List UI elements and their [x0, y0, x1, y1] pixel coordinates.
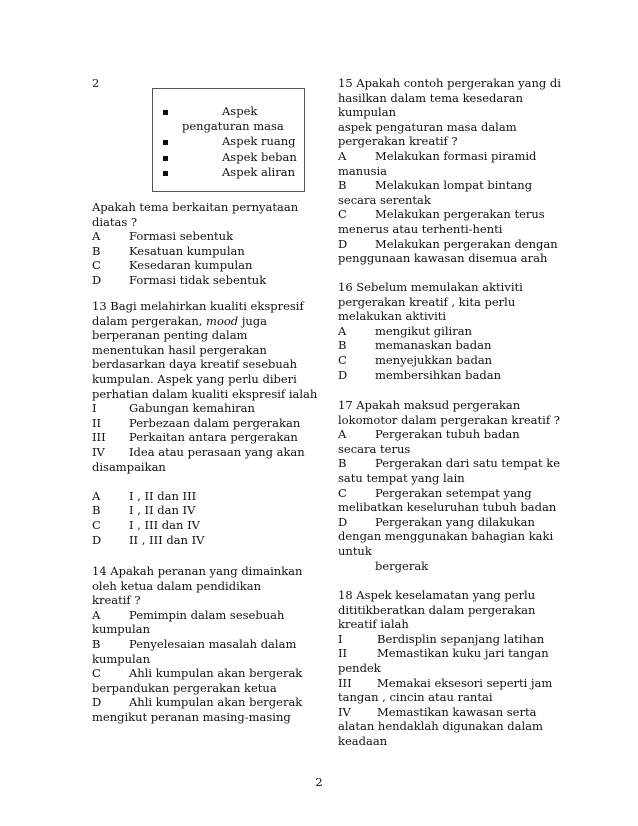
- question-text: dititikberatkan dalam pergerakan: [338, 602, 536, 617]
- option-continuation: untuk: [338, 543, 372, 558]
- question-15: [338, 76, 561, 266]
- question-text: Apakah tema berkaitan pernyataan: [92, 200, 299, 214]
- question-text: kreatif ?: [92, 593, 141, 608]
- option-a: A Pemimpin dalam sesebuah: [92, 607, 285, 622]
- option-continuation: mengikut peranan masing-masing: [92, 709, 291, 724]
- question-text: 18 Aspek keselamatan yang perlu: [338, 588, 536, 602]
- question-text: 13 Bagi melahirkan kualiti ekspresif: [92, 299, 304, 313]
- option-a: A Formasi sebentuk: [92, 229, 234, 244]
- aspect-item: pengaturan masa: [182, 119, 284, 133]
- question-text: oleh ketua dalam pendidikan: [92, 578, 261, 593]
- aspect-box: [152, 88, 305, 192]
- question-text: 16 Sebelum memulakan aktiviti: [338, 280, 523, 294]
- option-continuation: menerus atau terhenti-henti: [338, 221, 503, 236]
- question-16: [338, 280, 550, 382]
- question-text: aspek pengaturan masa dalam: [338, 119, 517, 134]
- question-18: [338, 588, 553, 749]
- option-a: A mengikut giliran: [338, 323, 472, 338]
- statement-i: I Gabungan kemahiran: [92, 401, 255, 416]
- question-text: berperanan penting dalam: [92, 328, 248, 343]
- page-number: 2: [315, 775, 323, 789]
- bullet-icon: [163, 156, 168, 161]
- question-text: hasilkan dalam tema kesedaran: [338, 90, 524, 105]
- option-continuation: dengan menggunakan bahagian kaki: [338, 529, 554, 544]
- question-text: 14 Apakah peranan yang dimainkan: [92, 564, 303, 578]
- question-text: lokomotor dalam pergerakan kreatif ?: [338, 412, 560, 427]
- option-d: D Pergerakan yang dilakukan: [338, 514, 535, 529]
- question-text: pergerakan kreatif , kita perlu: [338, 294, 516, 309]
- option-b: B Penyelesaian masalah dalam: [92, 636, 297, 651]
- aspect-item: Aspek: [222, 104, 258, 118]
- option-a: A Pergerakan tubuh badan: [338, 427, 520, 442]
- option-b: B Kesatuan kumpulan: [92, 243, 245, 258]
- question-text: diatas ?: [92, 214, 138, 229]
- question-13: [92, 299, 318, 547]
- statement-continuation: alatan hendaklah digunakan dalam: [338, 719, 543, 734]
- question-text: kumpulan. Aspek yang perlu diberi: [92, 371, 297, 386]
- statement-continuation: tangan , cincin atau rantai: [338, 690, 493, 705]
- option-d: D Formasi tidak sebentuk: [92, 272, 267, 287]
- option-b: B Pergerakan dari satu tempat ke: [338, 456, 561, 471]
- question-text: pergerakan kreatif ?: [338, 134, 458, 149]
- option-c: C Melakukan pergerakan terus: [338, 207, 545, 222]
- option-c: C menyejukkan badan: [338, 352, 493, 367]
- question-text: 17 Apakah maksud pergerakan: [338, 398, 521, 412]
- option-continuation: penggunaan kawasan disemua arah: [338, 251, 548, 266]
- statement-i: I Berdisplin sepanjang latihan: [338, 631, 545, 646]
- aspect-item: Aspek aliran: [222, 165, 295, 179]
- question-text: 15 Apakah contoh pergerakan yang di: [338, 76, 561, 90]
- option-b: B memanaskan badan: [338, 338, 492, 353]
- option-b: B I , II dan IV: [92, 503, 196, 518]
- question-text: dalam pergerakan, mood juga: [92, 313, 268, 328]
- option-c: C Ahli kumpulan akan bergerak: [92, 666, 303, 681]
- option-continuation: secara serentak: [338, 192, 431, 207]
- option-b: B Melakukan lompat bintang: [338, 178, 533, 193]
- statement-continuation: keadaan: [338, 733, 388, 748]
- option-c: C I , III dan IV: [92, 517, 200, 532]
- statement-iv: IV Memastikan kawasan serta: [338, 704, 537, 719]
- statement-continuation: disampaikan: [92, 459, 166, 474]
- option-a: A Melakukan formasi piramid: [338, 148, 537, 163]
- option-continuation: secara terus: [338, 441, 411, 456]
- statement-iii: III Perkaitan antara pergerakan: [92, 430, 298, 445]
- question-text: kreatif ialah: [338, 617, 409, 632]
- question-text: melakukan aktiviti: [338, 309, 447, 324]
- statement-ii: II Memastikan kuku jari tangan: [338, 646, 549, 661]
- question-12: [92, 200, 307, 288]
- option-continuation: bergerak: [375, 558, 429, 573]
- bullet-icon: [163, 171, 168, 176]
- question-text: kumpulan: [338, 105, 396, 120]
- option-c: C Pergerakan setempat yang: [338, 485, 532, 500]
- option-d: D Melakukan pergerakan dengan: [338, 236, 558, 251]
- question-number: 2: [92, 76, 100, 90]
- statement-continuation: pendek: [338, 660, 381, 675]
- option-c: C Kesedaran kumpulan: [92, 258, 253, 273]
- question-text: berdasarkan daya kreatif sesebuah: [92, 357, 298, 372]
- option-continuation: berpandukan pergerakan ketua: [92, 680, 277, 695]
- option-a: A I , II dan III: [92, 488, 197, 503]
- option-continuation: manusia: [338, 163, 388, 178]
- aspect-item: Aspek beban: [222, 150, 297, 164]
- question-text: perhatian dalam kualiti ekspresif ialah: [92, 386, 318, 401]
- statement-ii: II Perbezaan dalam pergerakan: [92, 415, 301, 430]
- option-continuation: melibatkan keseluruhan tubuh badan: [338, 500, 557, 515]
- option-continuation: kumpulan: [92, 622, 150, 637]
- statement-iii: III Memakai eksesori seperti jam: [338, 675, 553, 690]
- option-continuation: satu tempat yang lain: [338, 470, 465, 485]
- option-d: D Ahli kumpulan akan bergerak: [92, 695, 303, 710]
- aspect-item: Aspek ruang: [222, 134, 296, 148]
- option-continuation: kumpulan: [92, 651, 150, 666]
- bullet-icon: [163, 140, 168, 145]
- bullet-icon: [163, 110, 168, 115]
- question-17: [338, 398, 561, 573]
- option-d: D membersihkan badan: [338, 367, 501, 382]
- question-text: menentukan hasil pergerakan: [92, 342, 267, 357]
- option-d: D II , III dan IV: [92, 532, 205, 547]
- statement-iv: IV Idea atau perasaan yang akan: [92, 444, 305, 459]
- question-14: [92, 564, 307, 725]
